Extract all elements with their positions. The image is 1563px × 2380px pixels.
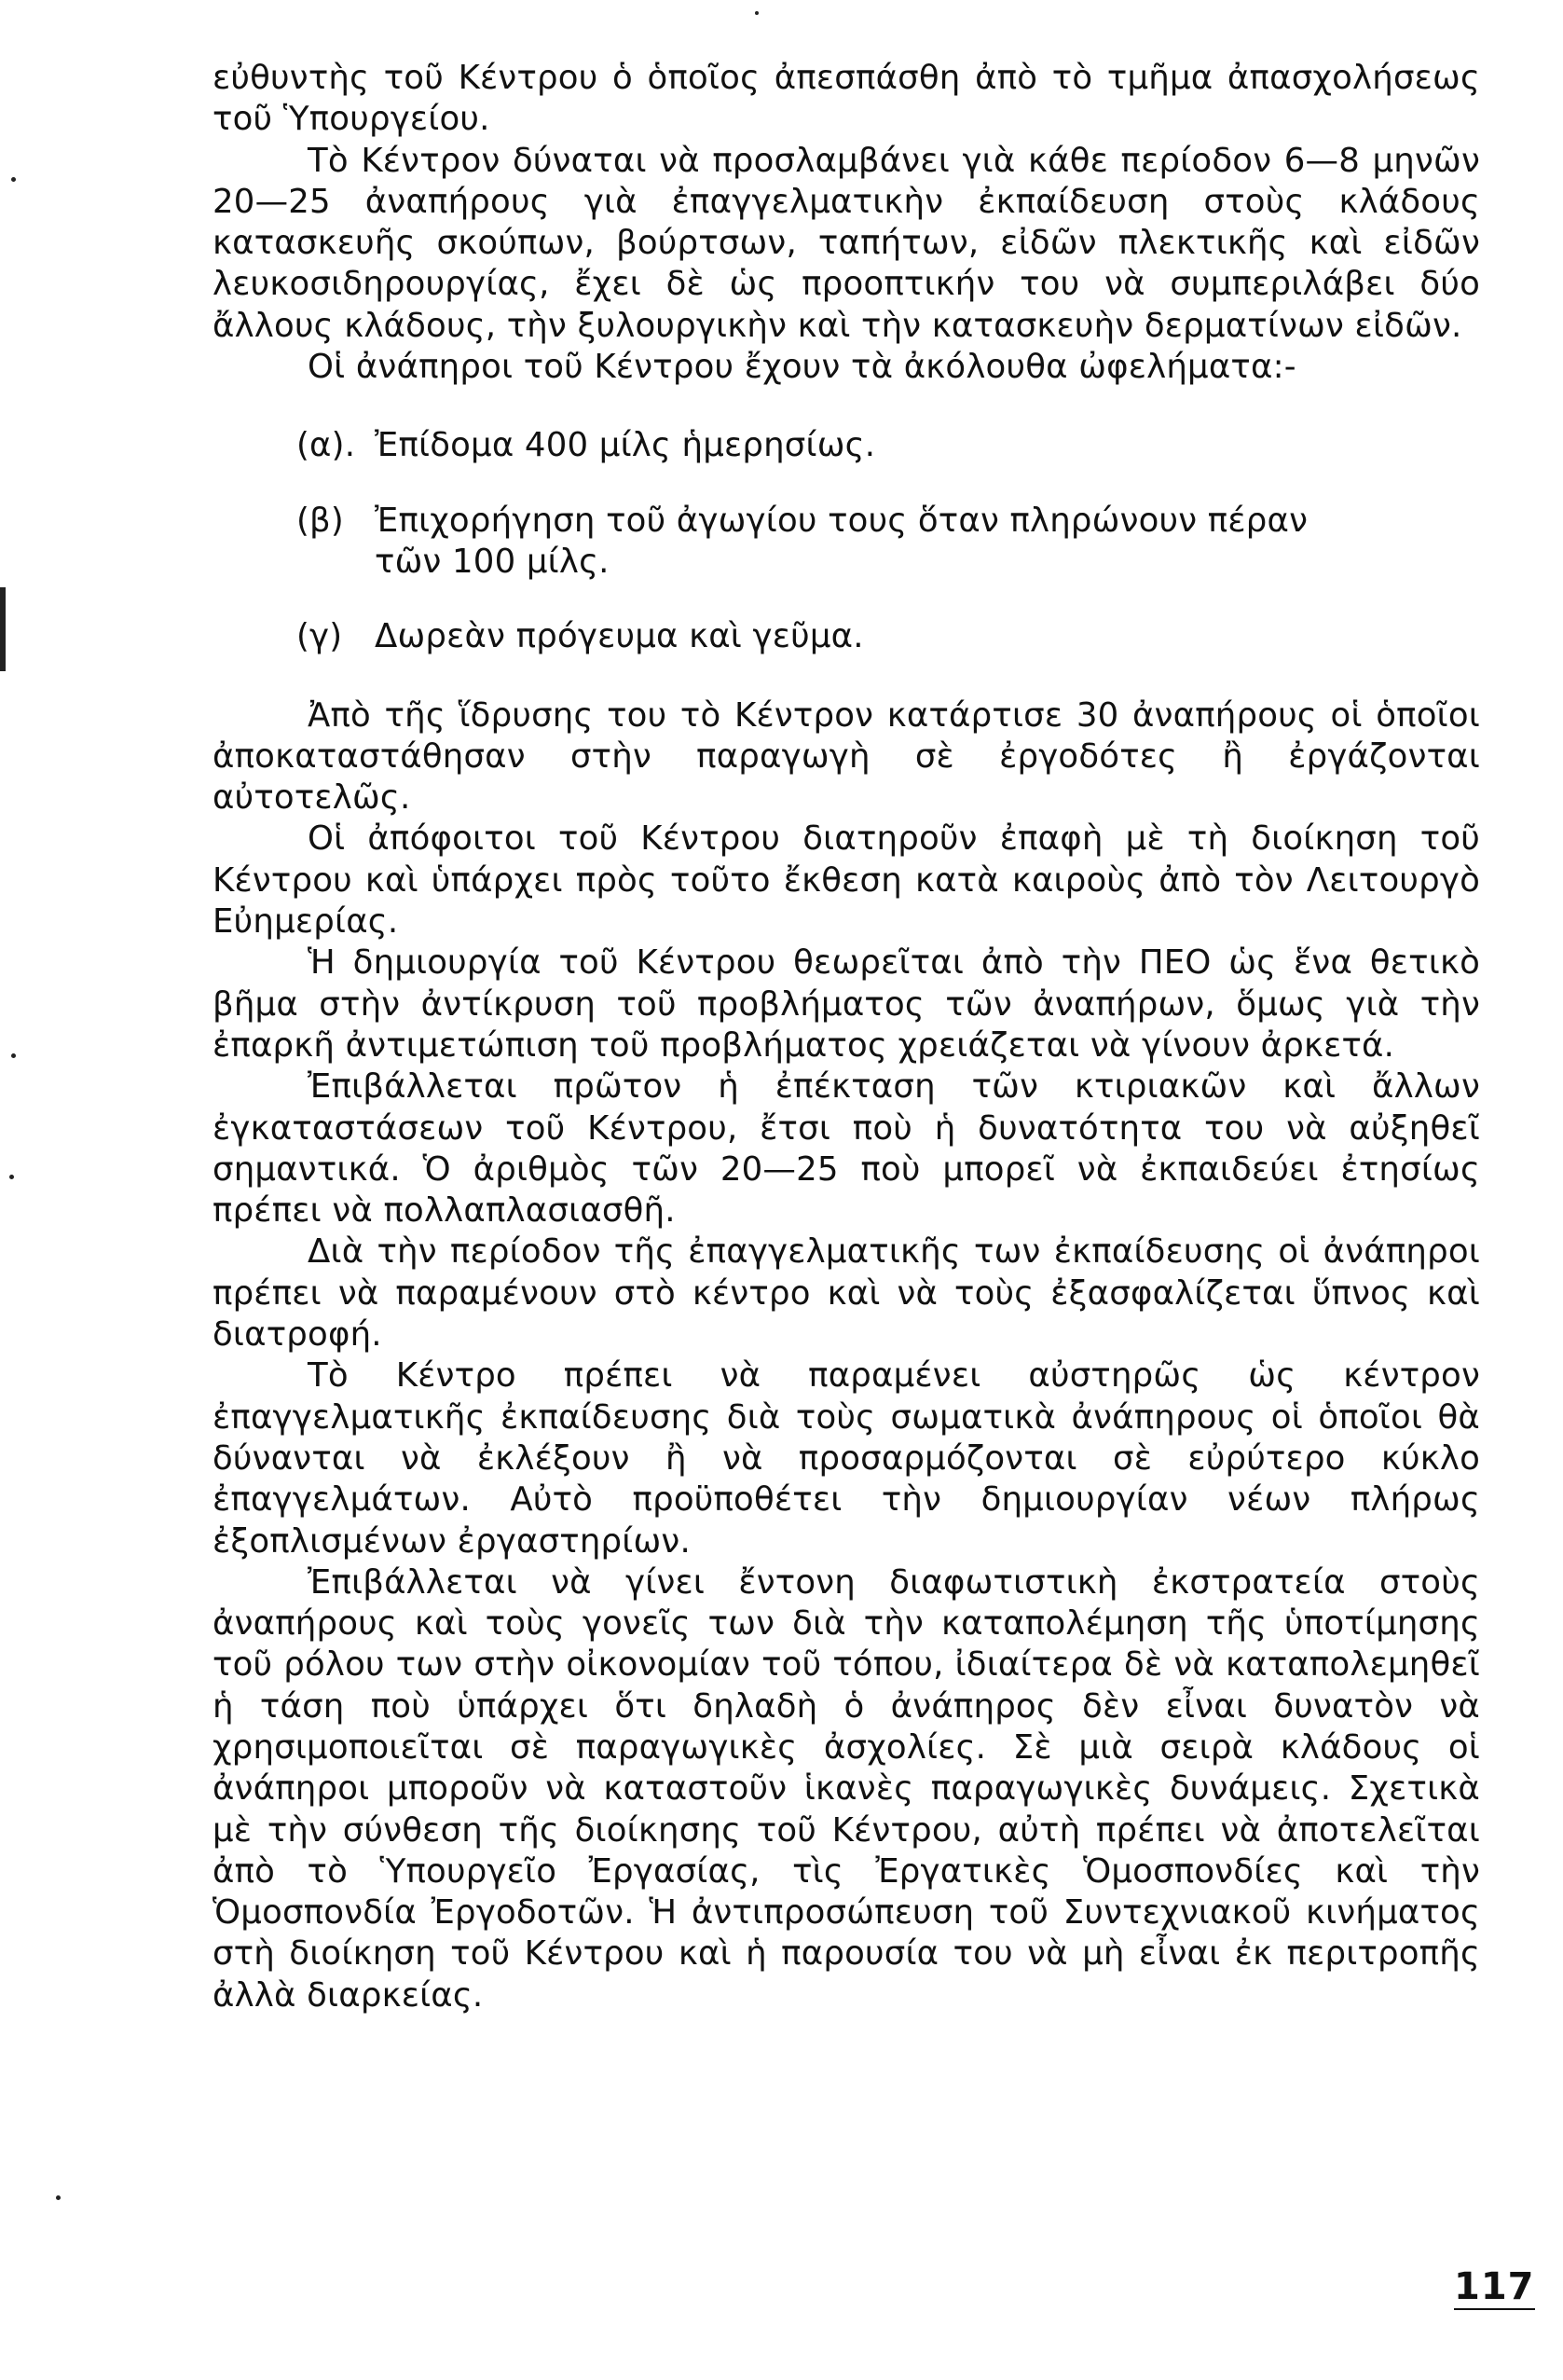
scan-speck [56,2195,61,2200]
scan-speck [11,177,16,182]
paragraph: εὐθυντὴς τοῦ Κέντρου ὁ ὁποῖος ἀπεσπάσθη ἀπὸ τὸ τμῆμα ἀπασχολήσεως τοῦ Ὑπουργείου. [213,59,1480,139]
page-number: 117 [1454,2265,1535,2308]
list-text: Δωρεὰν πρόγευμα καὶ γεῦμα. [375,617,864,656]
list-marker: (γ) [296,617,343,656]
list-marker: (α). [296,426,356,465]
list-marker: (β) [296,501,344,540]
paragraph: Τὸ Κέντρο πρέπει νὰ παραμένει αὐστηρῶς ὡς κέντρον ἐπαγγελματικῆς ἐκπαίδευσης διὰ τοὺς σωματικὰ ἀνάπηρους οἱ ὁποῖοι θὰ δύνανται νὰ ἐκλέξουν ἢ νὰ προσαρμόζονται σὲ εὐρύτερο κύκλο ἐπαγγελμάτων. Αὐτὸ προϋποθέτει τὴν δημιουργίαν νέων πλήρως ἐξοπλισμένων ἐργαστηρίων. [213,1356,1480,1561]
scan-speck [11,1053,16,1058]
paragraph: Ἐπιβάλλεται πρῶτον ἡ ἐπέκταση τῶν κτιριακῶν καὶ ἄλλων ἐγκαταστάσεων τοῦ Κέντρου, ἔτσι ποὺ ἡ δυνατότητα του νὰ αὐξηθεῖ σημαντικά. Ὁ ἀριθμὸς τῶν 20—25 ποὺ μπορεῖ νὰ ἐκπαιδεύει ἐτησίως πρέπει νὰ πολλαπλασιασθῆ. [213,1067,1480,1231]
paragraph: Διὰ τὴν περίοδον τῆς ἐπαγγελματικῆς των ἐκπαίδευσης οἱ ἀνάπηροι πρέπει νὰ παραμένουν στὸ κέντρο καὶ νὰ τοὺς ἐξασφαλίζεται ὕπνος καὶ διατροφή. [213,1232,1480,1355]
scan-margin-mark [0,587,6,671]
list-text: Ἐπιχορήγηση τοῦ ἀγωγίου τους ὅταν πληρώνουν πέραν τῶν 100 μίλς. [375,501,1309,581]
paragraph: Ἐπιβάλλεται νὰ γίνει ἔντονη διαφωτιστικὴ ἐκστρατεία στοὺς ἀναπήρους καὶ τοὺς γονεῖς των διὰ τὴν καταπολέμηση τῆς ὑποτίμησης τοῦ ρόλου των στὴν οἰκονομίαν τοῦ τόπου, ἰδιαίτερα δὲ νὰ καταπολεμηθεῖ ἡ τάση ποὺ ὑπάρχει ὅτι δηλαδὴ ὁ ἀνάπηρος δὲν εἶναι δυνατὸν νὰ χρησιμοποιεῖται σὲ παραγωγικὲς ἀσχολίες. Σὲ μιὰ σειρὰ κλάδους οἱ ἀνάπηροι μποροῦν νὰ καταστοῦν ἱκανὲς παραγωγικὲς δυνάμεις. Σχετικὰ μὲ τὴν σύνθεση τῆς διοίκησης τοῦ Κέντρου, αὐτὴ πρέπει νὰ ἀποτελεῖται ἀπὸ τὸ Ὑπουργεῖο Ἐργασίας, τὶς Ἐργατικὲς Ὁμοσπονδίες καὶ τὴν Ὁμοσπονδία Ἐργοδοτῶν. Ἡ ἀντιπροσώπευση τοῦ Συντεχνιακοῦ κινήματος στὴ διοίκηση τοῦ Κέντρου καὶ ἡ παρουσία του νὰ μὴ εἶναι ἐκ περιτροπῆς ἀλλὰ διαρκείας. [213,1562,1480,2015]
list-text: Ἐπίδομα 400 μίλς ἡμερησίως. [375,426,876,465]
list-item [296,425,1312,466]
benefits-list [213,425,1480,657]
document-page [213,58,1480,2016]
paragraph: Ἡ δημιουργία τοῦ Κέντρου θεωρεῖται ἀπὸ τὴν ΠΕΟ ὡς ἕνα θετικὸ βῆμα στὴν ἀντίκρυση τοῦ προβλήματος τῶν ἀναπήρων, ὅμως γιὰ τὴν ἐπαρκῆ ἀντιμετώπιση τοῦ προβλήματος χρειάζεται νὰ γίνουν ἀρκετά. [213,943,1480,1065]
paragraph: Οἱ ἀπόφοιτοι τοῦ Κέντρου διατηροῦν ἐπαφὴ μὲ τὴ διοίκηση τοῦ Κέντρου καὶ ὑπάρχει πρὸς τοῦτο ἔκθεση κατὰ καιροὺς ἀπὸ τὸν Λειτουργὸ Εὐημερίας. [213,819,1480,942]
paragraph: Ἀπὸ τῆς ἵδρυσης του τὸ Κέντρον κατάρτισε 30 ἀναπήρους οἱ ὁποῖοι ἀποκαταστάθησαν στὴν παραγωγὴ σὲ ἐργοδότες ἢ ἐργάζονται αὐτοτελῶς. [213,695,1480,818]
scan-speck [755,11,759,15]
list-item [296,616,1312,657]
paragraph: Τὸ Κέντρον δύναται νὰ προσλαμβάνει γιὰ κάθε περίοδον 6—8 μηνῶν 20—25 ἀναπήρους γιὰ ἐπαγγελματικὴν ἐκπαίδευση στοὺς κλάδους κατασκευῆς σκούπων, βούρτσων, ταπήτων, εἰδῶν πλεκτικῆς καὶ εἰδῶν λευκοσιδηρουργίας, ἔχει δὲ ὡς προοπτικήν του νὰ συμπεριλάβει δύο ἄλλους κλάδους, τὴν ξυλουργικὴν καὶ τὴν κατασκευὴν δερματίνων εἰδῶν. [213,141,1480,345]
scan-speck [9,1175,14,1179]
list-item [296,501,1312,584]
paragraph: Οἱ ἀνάπηροι τοῦ Κέντρου ἔχουν τὰ ἀκόλουθα ὠφελήματα:- [308,348,1296,387]
